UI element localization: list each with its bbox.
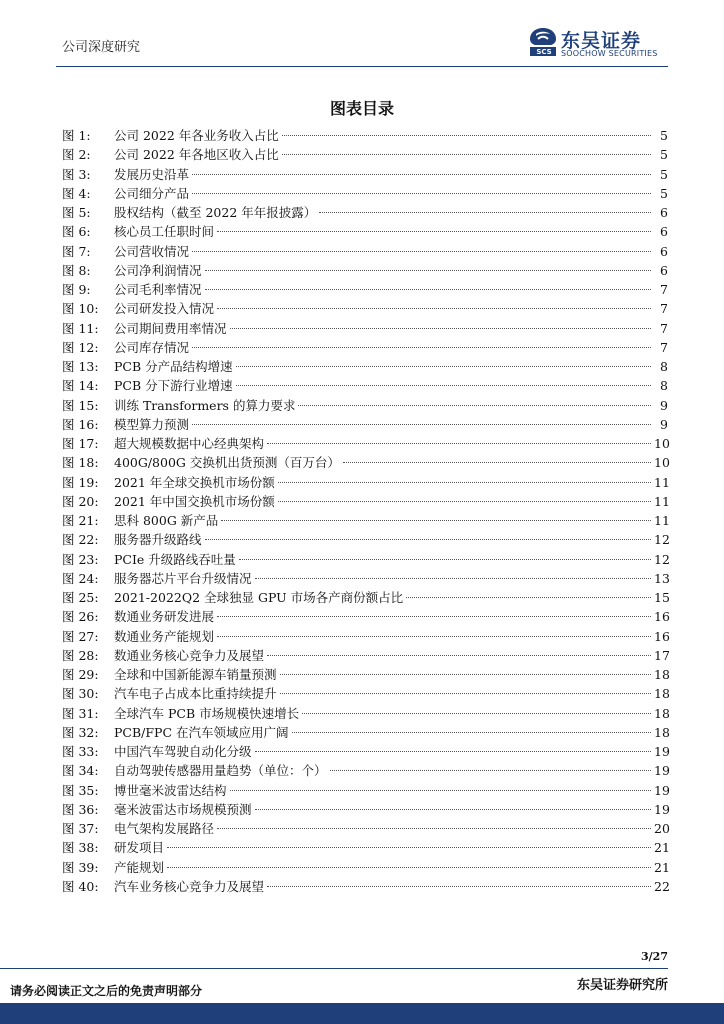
logo-english-name: SOOCHOW SECURITIES [561,49,658,58]
toc-entry[interactable] [62,819,668,838]
figure-number: 图 9: [62,282,91,297]
toc-entry[interactable] [62,588,668,607]
dot-leader [167,847,651,848]
dot-leader [239,559,651,560]
figure-number: 图 4: [62,185,91,201]
toc-entry[interactable] [62,704,668,723]
figure-title: 全球汽车 PCB 市场规模快速增长 [114,705,300,721]
dot-leader [267,443,651,444]
figure-page-number: 19 [654,801,670,817]
figure-number: 图 5: [62,205,91,220]
toc-entry[interactable] [62,453,668,472]
dot-leader [255,751,651,752]
figure-page-number: 5 [660,166,668,182]
figure-number: 图 14: [62,378,99,394]
footer-divider [0,968,668,969]
toc-entry[interactable] [62,203,668,222]
figure-number: 图 15: [62,397,99,413]
toc-entry[interactable] [62,473,668,492]
dot-leader [278,501,651,502]
toc-entry[interactable] [62,530,668,549]
figure-title: 公司 2022 年各地区收入占比 [114,147,279,163]
figure-title: 汽车电子占成本比重持续提升 [114,686,277,702]
figure-title: 2021 年中国交换机市场份额 [114,493,275,509]
figure-title: PCIe 升级路线吞吐量 [114,551,236,567]
toc-entry[interactable] [62,800,668,819]
figure-page-number: 18 [654,705,670,721]
figure-page-number: 5 [660,185,668,201]
figure-number: 图 22: [62,532,99,548]
toc-entry[interactable] [62,242,668,261]
figure-number: 图 10: [62,301,99,317]
figure-number: 图 2: [62,147,91,163]
figure-list [62,126,668,896]
dot-leader [205,289,651,290]
figure-title: 模型算力预测 [114,416,190,432]
figure-number: 图 38: [62,840,99,856]
dot-leader [292,732,652,733]
toc-entry[interactable] [62,434,668,453]
toc-entry[interactable] [62,646,668,665]
figure-page-number: 11 [654,474,670,490]
figure-title: PCB/FPC 在汽车领域应用广阔 [114,724,289,740]
figure-title: 博世毫米波雷达结构 [114,782,227,798]
toc-entry[interactable] [62,357,668,376]
figure-title: 训练 Transformers 的算力要求 [114,397,296,413]
figure-title: 产能规划 [114,859,165,875]
figure-page-number: 18 [654,724,670,740]
dot-leader [319,212,651,213]
figure-title: PCB 分下游行业增速 [114,378,233,394]
toc-entry[interactable] [62,222,668,241]
figure-title: 发展历史沿革 [114,166,190,182]
toc-entry[interactable] [62,145,668,164]
figure-page-number: 8 [660,359,668,374]
dot-leader [302,713,651,714]
logo-chinese-name: 东吴证券 [561,30,642,52]
figure-page-number: 5 [660,128,668,143]
toc-entry[interactable] [62,280,668,299]
figure-number: 图 16: [62,416,99,432]
dot-leader [167,867,651,868]
figure-number: 图 12: [62,339,99,355]
figure-title: 400G/800G 交换机出货预测（百万台） [114,455,340,471]
figure-number: 图 27: [62,628,99,644]
figure-page-number: 16 [654,628,670,644]
figure-title: 股权结构（截至 2022 年年报披露） [114,205,317,220]
figure-number: 图 33: [62,744,99,759]
figure-title: 电气架构发展路径 [114,821,215,836]
figure-number: 图 37: [62,821,99,836]
toc-entry[interactable] [62,415,668,434]
figure-page-number: 18 [654,686,670,702]
figure-page-number: 7 [660,339,668,355]
toc-entry[interactable] [62,684,668,703]
dot-leader [280,674,651,675]
figure-title: 研发项目 [114,840,165,856]
toc-entry[interactable] [62,396,668,415]
dot-leader [236,366,651,367]
figure-number: 图 25: [62,590,99,605]
toc-entry[interactable] [62,184,668,203]
figure-page-number: 13 [654,570,670,586]
dot-leader [217,616,651,617]
figure-title: 2021-2022Q2 全球独显 GPU 市场各产商份额占比 [114,590,404,605]
toc-entry[interactable] [62,126,668,145]
figure-title: 中国汽车驾驶自动化分级 [114,744,252,759]
dot-leader [298,405,651,406]
logo-mark-text: SCS [536,48,552,56]
toc-entry[interactable] [62,838,668,857]
figure-page-number: 19 [654,763,670,779]
dot-leader [230,790,651,791]
dot-leader [282,135,651,136]
figure-number: 图 35: [62,782,99,798]
dot-leader [343,462,651,463]
figure-page-number: 16 [654,609,670,625]
figure-page-number: 7 [660,320,668,336]
figure-page-number: 7 [660,282,668,297]
figure-number: 图 28: [62,647,99,663]
figure-title: 数通业务研发进展 [114,609,215,625]
figure-title: 公司研发投入情况 [114,301,215,317]
dot-leader [217,828,651,829]
toc-title: 图表目录 [329,99,394,118]
toc-entry[interactable] [62,165,668,184]
header-divider [56,66,668,67]
figure-number: 图 31: [62,705,99,721]
figure-page-number: 21 [654,840,670,856]
dot-leader [236,385,651,386]
figure-number: 图 7: [62,243,91,259]
toc-entry[interactable] [62,299,668,318]
figure-title: 公司净利润情况 [114,262,202,278]
dot-leader [221,520,651,521]
figure-page-number: 20 [654,821,670,836]
toc-entry[interactable] [62,511,668,530]
figure-page-number: 10 [654,455,670,471]
figure-number: 图 24: [62,570,99,586]
figure-title: 核心员工任职时间 [114,224,215,240]
toc-entry[interactable] [62,627,668,646]
figure-number: 图 32: [62,724,99,740]
figure-page-number: 21 [654,859,670,875]
figure-page-number: 5 [660,147,668,163]
toc-entry[interactable] [62,376,668,395]
dot-leader [192,424,651,425]
figure-title: 公司营收情况 [114,243,190,259]
figure-title: 超大规模数据中心经典架构 [114,436,265,451]
figure-number: 图 34: [62,763,99,779]
footer-bar [0,1003,724,1024]
figure-title: 公司期间费用率情况 [114,320,227,336]
figure-page-number: 19 [654,744,670,759]
dot-leader [255,809,651,810]
figure-title: 公司细分产品 [114,185,190,201]
page-number: 3/27 [641,950,668,963]
dot-leader [282,154,651,155]
toc-entry[interactable] [62,858,668,877]
dot-leader [267,886,651,887]
dot-leader [255,578,651,579]
dot-leader [192,251,651,252]
figure-page-number: 11 [654,513,670,528]
figure-title: 公司库存情况 [114,339,190,355]
figure-page-number: 9 [660,397,668,413]
dot-leader [330,770,651,771]
figure-title: 数通业务核心竞争力及展望 [114,647,265,663]
figure-number: 图 17: [62,436,99,451]
toc-entry[interactable] [62,261,668,280]
figure-title: 自动驾驶传感器用量趋势（单位：个） [114,763,327,779]
figure-number: 图 23: [62,551,99,567]
figure-title: 2021 年全球交换机市场份额 [114,474,275,490]
figure-page-number: 12 [654,551,670,567]
report-type-label: 公司深度研究 [62,40,141,55]
dot-leader [205,539,651,540]
figure-number: 图 26: [62,609,99,625]
research-institute-name: 东吴证券研究所 [576,978,668,993]
figure-title: 公司 2022 年各业务收入占比 [114,128,279,143]
toc-entry[interactable] [62,569,668,588]
toc-entry[interactable] [62,781,668,800]
figure-page-number: 6 [660,205,668,220]
figure-title: PCB 分产品结构增速 [114,359,233,374]
toc-entry[interactable] [62,550,668,569]
toc-entry[interactable] [62,319,668,338]
disclaimer-notice: 请务必阅读正文之后的免责声明部分 [10,984,203,998]
company-logo [527,26,677,62]
figure-title: 服务器芯片平台升级情况 [114,570,252,586]
figure-page-number: 18 [654,667,670,682]
figure-page-number: 8 [660,378,668,394]
toc-entry[interactable] [62,338,668,357]
figure-page-number: 9 [660,416,668,432]
figure-number: 图 13: [62,359,99,374]
figure-number: 图 36: [62,801,99,817]
dot-leader [230,328,651,329]
figure-title: 思科 800G 新产品 [114,513,219,528]
figure-number: 图 40: [62,878,99,894]
figure-number: 图 6: [62,224,91,240]
figure-title: 全球和中国新能源车销量预测 [114,667,277,682]
figure-number: 图 8: [62,262,91,278]
figure-number: 图 21: [62,513,99,528]
dot-leader [217,308,651,309]
figure-page-number: 7 [660,301,668,317]
figure-number: 图 11: [62,320,99,336]
dot-leader [280,693,651,694]
figure-number: 图 19: [62,474,99,490]
figure-number: 图 39: [62,859,99,875]
toc-entry[interactable] [62,665,668,684]
dot-leader [267,655,651,656]
dot-leader [217,231,651,232]
figure-number: 图 30: [62,686,99,702]
figure-page-number: 15 [654,590,670,605]
figure-page-number: 11 [654,493,670,509]
dot-leader [192,174,651,175]
dot-leader [406,597,651,598]
figure-page-number: 19 [654,782,670,798]
toc-entry[interactable] [62,492,668,511]
figure-page-number: 6 [660,262,668,278]
figure-title: 公司毛利率情况 [114,282,202,297]
figure-page-number: 17 [654,647,670,663]
toc-entry[interactable] [62,761,668,780]
figure-title: 汽车业务核心竞争力及展望 [114,878,265,894]
toc-entry[interactable] [62,742,668,761]
dot-leader [205,270,651,271]
figure-page-number: 22 [654,878,670,894]
toc-entry[interactable] [62,723,668,742]
figure-page-number: 6 [660,224,668,240]
figure-title: 数通业务产能规划 [114,628,215,644]
toc-entry[interactable] [62,877,668,896]
figure-page-number: 6 [660,243,668,259]
figure-page-number: 12 [654,532,670,548]
dot-leader [192,347,651,348]
dot-leader [192,193,651,194]
figure-title: 毫米波雷达市场规模预测 [114,801,252,817]
dot-leader [217,636,651,637]
toc-entry[interactable] [62,607,668,626]
dot-leader [278,482,651,483]
figure-number: 图 18: [62,455,99,471]
figure-number: 图 1: [62,128,91,143]
figure-number: 图 20: [62,493,99,509]
figure-title: 服务器升级路线 [114,532,202,548]
figure-page-number: 10 [654,436,670,451]
figure-number: 图 3: [62,166,91,182]
figure-number: 图 29: [62,667,99,682]
